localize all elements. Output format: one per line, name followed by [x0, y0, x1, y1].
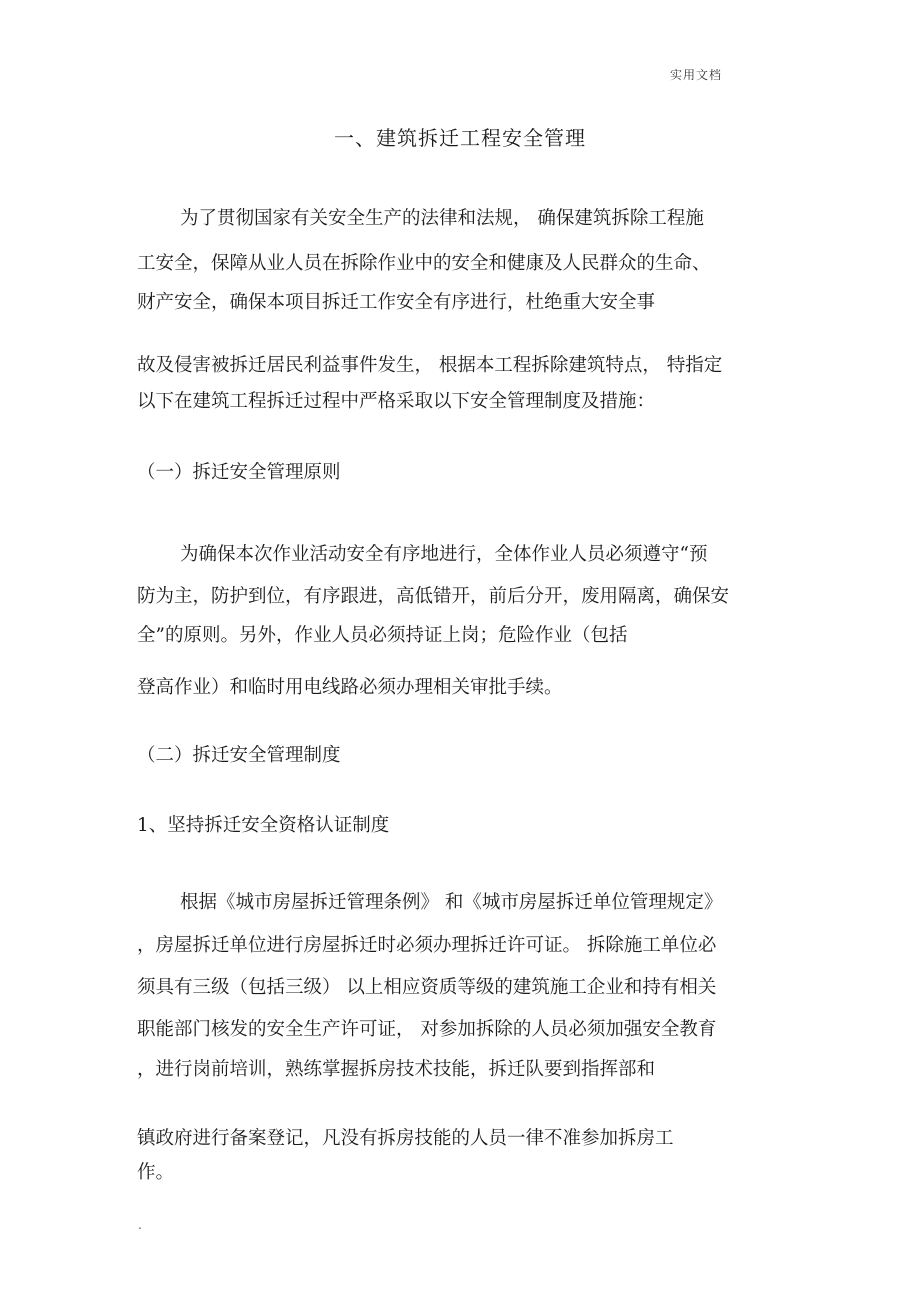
paragraph-line: ，房屋拆迁单位进行房屋拆迁时必须办理拆迁许可证。 拆除施工单位必 — [137, 935, 717, 956]
paragraph-line: 防为主，防护到位，有序跟进，高低错开，前后分开，废用隔离，确保安 — [137, 586, 730, 607]
paragraph-line: ，进行岗前培训，熟练掌握拆房技术技能，拆迁队要到指挥部和 — [137, 1059, 656, 1080]
paragraph-line: 全”的原则。另外，作业人员必须持证上岗；危险作业（包括 — [137, 625, 628, 646]
paragraph-line: 根据《城市房屋拆迁管理条例》 和《城市房屋拆迁单位管理规定》 — [180, 892, 723, 913]
section-heading: （二）拆迁安全管理制度 — [137, 745, 341, 766]
paragraph-line: 为了贯彻国家有关安全生产的法律和法规， 确保建筑拆除工程施 — [180, 208, 704, 229]
paragraph-line: 镇政府进行备案登记，凡没有拆房技能的人员一律不准参加拆房工 — [137, 1128, 674, 1149]
paragraph-line: 须具有三级（包括三级） 以上相应资质等级的建筑施工企业和持有相关 — [137, 977, 717, 998]
paragraph-line: 故及侵害被拆迁居民利益事件发生， 根据本工程拆除建筑特点， 特指定 — [137, 355, 723, 376]
paragraph-line: 为确保本次作业活动安全有序地进行，全体作业人员必须遵守“预 — [180, 544, 708, 565]
paragraph-line: 职能部门核发的安全生产许可证， 对参加拆除的人员必须加强安全教育 — [137, 1019, 717, 1040]
paragraph-line: 财产安全，确保本项目拆迁工作安全有序进行，杜绝重大安全事 — [137, 292, 656, 313]
paragraph-line: 以下在建筑工程拆迁过程中严格采取以下安全管理制度及措施： — [137, 391, 656, 412]
header-label: 实用文档 — [670, 68, 723, 82]
paragraph-line: 工安全，保障从业人员在拆除作业中的安全和健康及人民群众的生命、 — [137, 253, 711, 274]
paragraph-line: 登高作业）和临时用电线路必须办理相关审批手续。 — [137, 677, 563, 698]
paragraph-line: 作。 — [137, 1162, 175, 1183]
footer-dot: . — [138, 1218, 142, 1232]
page-title: 一、建筑拆迁工程安全管理 — [334, 126, 586, 150]
section-heading: （一）拆迁安全管理原则 — [137, 462, 341, 483]
subsection-heading: 1、坚持拆迁安全资格认证制度 — [137, 815, 390, 836]
